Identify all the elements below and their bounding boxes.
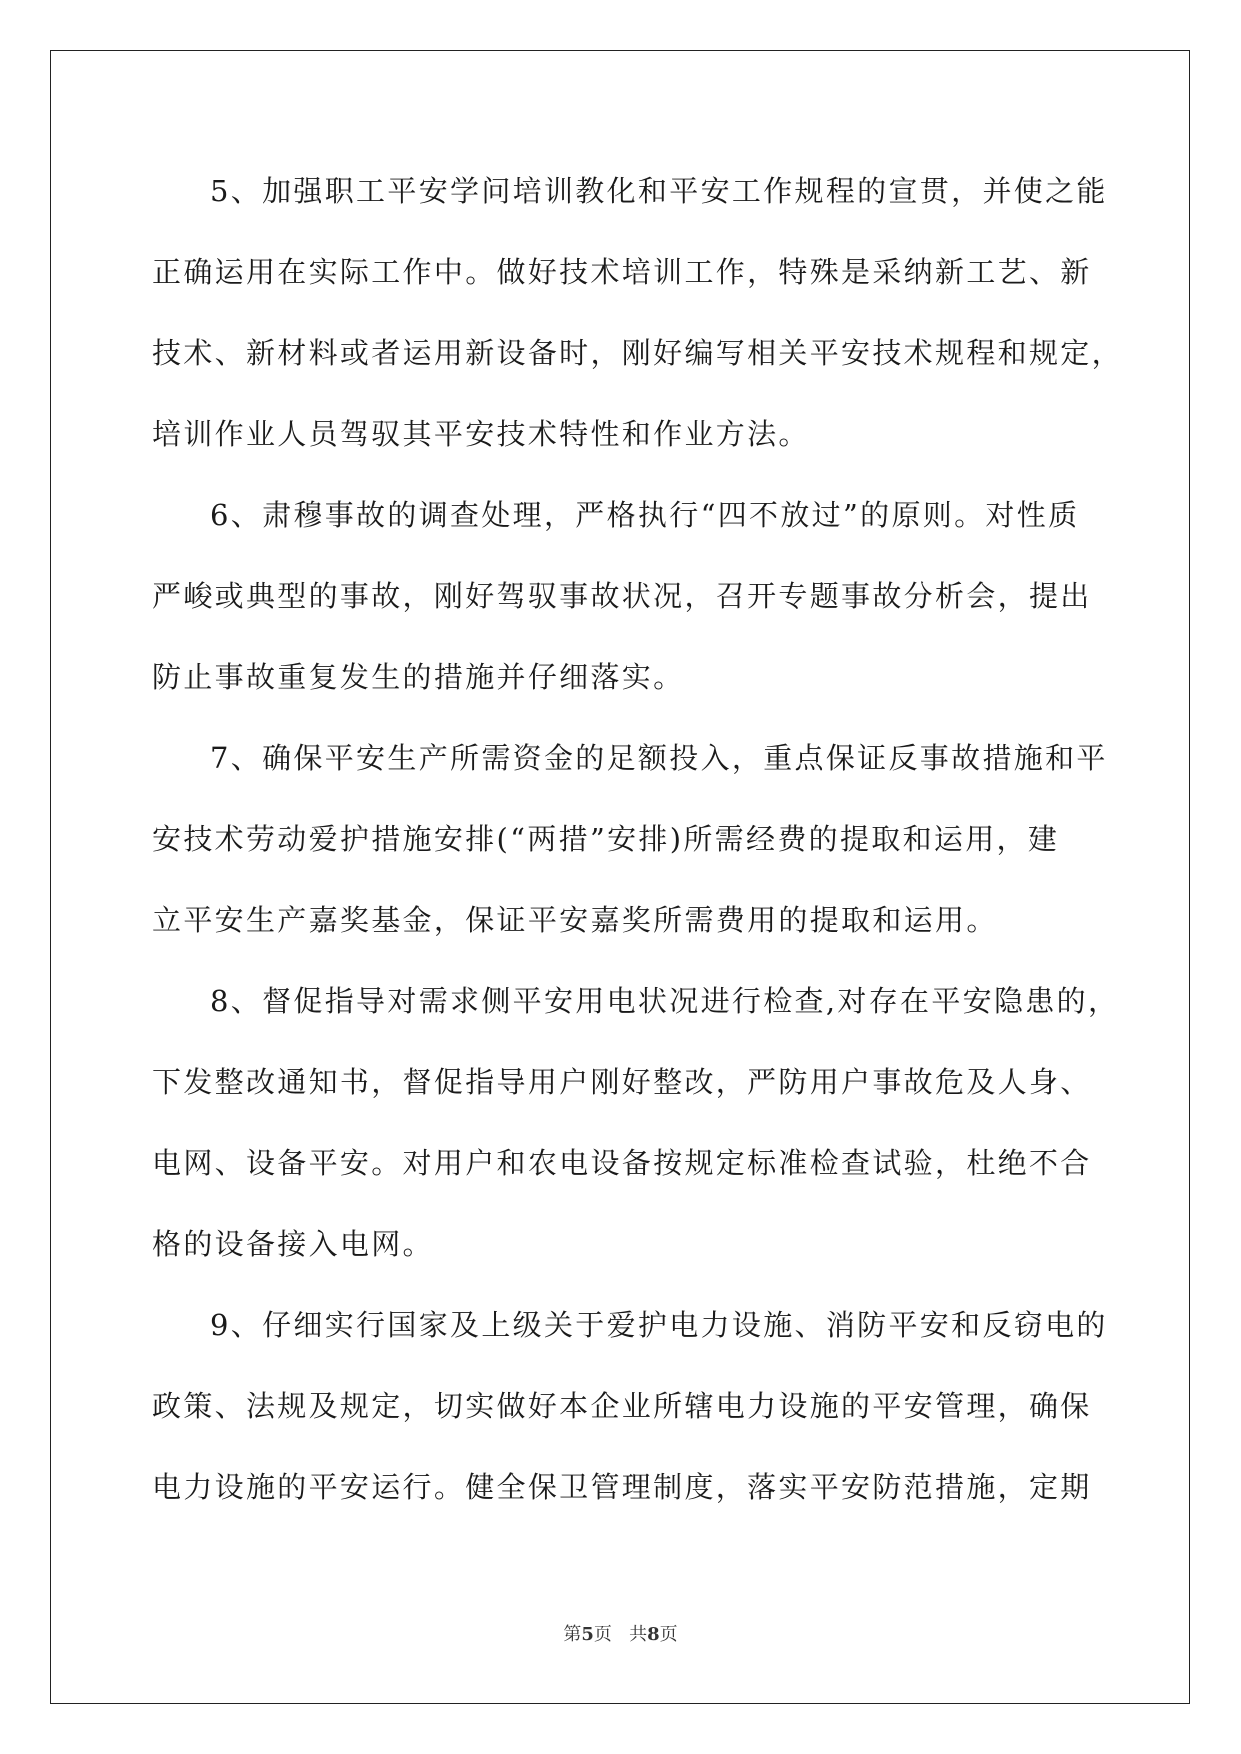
paragraph-6 (152, 485, 1092, 728)
text-line: 电力设施的平安运行。健全保卫管理制度，落实平安防范措施，定期 (152, 1470, 1092, 1504)
text-line: 8、督促指导对需求侧平安用电状况进行检查,对存在平安隐患的， (210, 984, 1120, 1018)
text-line: 电网、设备平安。对用户和农电设备按规定标准检查试验，杜绝不合 (152, 1146, 1092, 1180)
page-suffix: 页 (593, 1624, 612, 1645)
text-line: 培训作业人员驾驭其平安技术特性和作业方法。 (152, 417, 810, 451)
page-prefix: 第 (563, 1624, 582, 1645)
document-body (152, 161, 1123, 1538)
text-line: 6、肃穆事故的调查处理，严格执行“四不放过”的原则。对性质 (210, 498, 1080, 532)
text-line: 防止事故重复发生的措施并仔细落实。 (152, 660, 685, 694)
text-line: 5、加强职工平安学问培训教化和平安工作规程的宣贯，并使之能 (210, 174, 1108, 208)
text-line: 技术、新材料或者运用新设备时，刚好编写相关平安技术规程和规定， (152, 336, 1123, 370)
paragraph-5 (152, 161, 1123, 485)
text-line: 安技术劳动爱护措施安排(“两措”安排)所需经费的提取和运用，建 (152, 822, 1060, 856)
text-line: 严峻或典型的事故，刚好驾驭事故状况，召开专题事故分析会，提出 (152, 579, 1092, 613)
total-suffix: 页 (659, 1624, 678, 1645)
total-pages: 8 (647, 1624, 660, 1645)
text-line: 立平安生产嘉奖基金，保证平安嘉奖所需费用的提取和运用。 (152, 903, 998, 937)
paragraph-7 (152, 728, 1108, 971)
paragraph-9 (152, 1295, 1108, 1538)
paragraph-8 (152, 971, 1120, 1295)
text-line: 9、仔细实行国家及上级关于爱护电力设施、消防平安和反窃电的 (210, 1308, 1108, 1342)
page-number: 5 (581, 1624, 594, 1645)
text-line: 正确运用在实际工作中。做好技术培训工作，特殊是采纳新工艺、新 (152, 255, 1092, 289)
text-line: 下发整改通知书，督促指导用户刚好整改，严防用户事故危及人身、 (152, 1065, 1092, 1099)
text-line: 7、确保平安生产所需资金的足额投入，重点保证反事故措施和平 (210, 741, 1108, 775)
page-footer (0, 1620, 1241, 1646)
text-line: 格的设备接入电网。 (152, 1227, 434, 1261)
total-prefix: 共 (629, 1624, 648, 1645)
text-line: 政策、法规及规定，切实做好本企业所辖电力设施的平安管理，确保 (152, 1389, 1092, 1423)
